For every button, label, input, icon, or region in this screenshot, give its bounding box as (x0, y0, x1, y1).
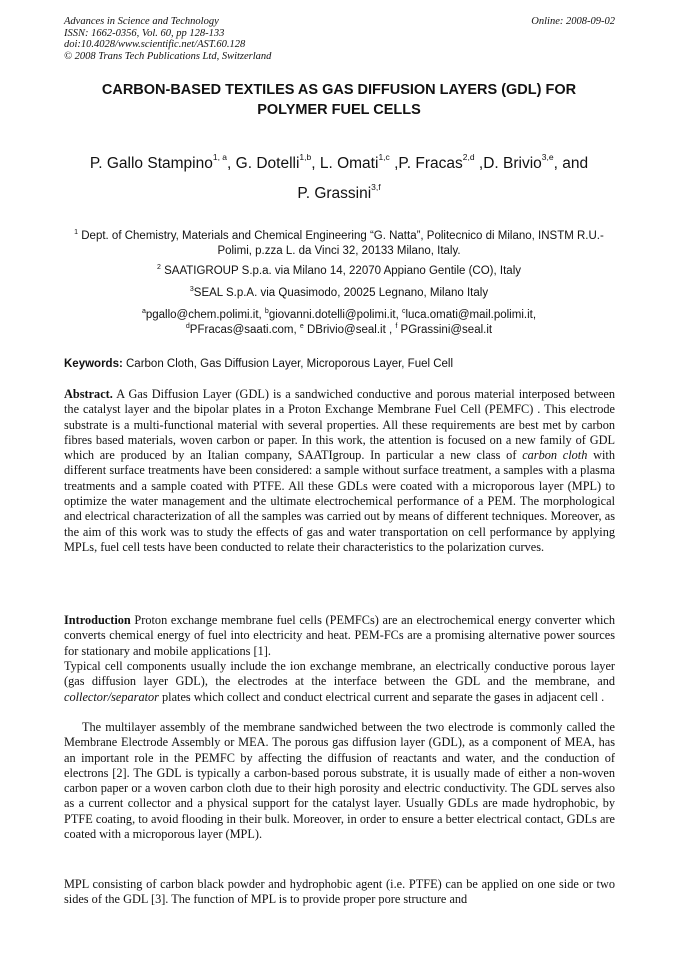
affiliation-text: SAATIGROUP S.p.a. via Milano 14, 22070 Appiano Gentile (CO), Italy (164, 265, 521, 277)
email-mark: e (299, 323, 304, 330)
abstract-text: A Gas Diffusion Layer (GDL) is a sandwiched conductive and porous material interposed between the catalyst layer and the bipolar plates in a Proton Exchange Membrane Fuel Cell (PEMFC) . This electrode substrate is a multi-functional material with several properties. All these requirements are best met by carbon fibres based materials, woven carbon or paper. In this work, the attention is focused on a new family of GDL which are produced by an Italian company, SAATIgroup. In particular a new class of (64, 387, 615, 463)
introduction-paragraph-3 (64, 720, 615, 842)
affiliation-text: SEAL S.p.A. via Quasimodo, 20025 Legnano, Milano Italy (193, 287, 489, 299)
author-affiliation-mark: 1, a (212, 152, 228, 162)
affiliation-text: Dept. of Chemistry, Materials and Chemical Engineering “G. Natta”, Politecnico di Milano, INSTM R.U.-Polimi, p.zza L. da Vinci 32, 20133 Milano, Italy. (81, 230, 604, 257)
introduction-text: MPL consisting of carbon black powder and hydrophobic agent (i.e. PTFE) can be applied on one side or two sides of the GDL [3]. The function of MPL is to provide proper pore structure and (64, 877, 615, 907)
affiliation-1 (60, 229, 618, 259)
journal-issn: ISSN: 1662-0356, Vol. 60, pp 128-133 (64, 27, 225, 39)
introduction-paragraph-2 (64, 659, 615, 705)
abstract-label: Abstract. (64, 387, 113, 401)
affiliation-2 (60, 264, 618, 279)
author-affiliation-mark: 3,e (541, 152, 554, 162)
author-name: D. Brivio (483, 155, 542, 172)
email-list (60, 308, 618, 338)
author-name: P. Gallo Stampino (89, 155, 213, 172)
email-address: pgallo@chem.polimi.it (145, 309, 259, 321)
abstract (64, 387, 615, 555)
introduction-label: Introduction (64, 613, 131, 627)
paper-title (40, 80, 638, 120)
email-mark: d (185, 323, 190, 330)
introduction-paragraph-4 (64, 877, 615, 908)
introduction-paragraph-1 (64, 613, 615, 659)
introduction-text: plates which collect and conduct electrical current and separate the gases in adjacent cell . (158, 689, 605, 704)
author-separator: , (474, 155, 484, 172)
email-mark: c (401, 308, 406, 315)
author-affiliation-mark: 2,d (462, 152, 475, 162)
introduction-text: Typical cell components usually include the ion exchange membrane, an electrically conductive porous layer (gas diffusion layer GDL), the electrodes at the interface between the GDL and the membrane, and (64, 659, 615, 689)
keywords (64, 357, 615, 372)
email-address: luca.omati@mail.polimi.it (405, 309, 533, 321)
email-separator: , (532, 309, 537, 321)
email-separator: , (258, 309, 265, 321)
author-name: G. Dotelli (235, 155, 300, 172)
journal-copyright: © 2008 Trans Tech Publications Ltd, Switzerland (64, 50, 272, 62)
author-name: P. Grassini (297, 185, 372, 202)
email-address: PGrassini@seal.it (397, 324, 493, 336)
introduction-text: Proton exchange membrane fuel cells (PEMFCs) are an electrochemical energy converter which converts chemical energy of fuel into electricity and heat. PEM-FCs are a promising alternative power sources for stationary and mobile applications [1]. (64, 613, 615, 658)
email-separator: , (395, 309, 402, 321)
email-address: giovanni.dotelli@polimi.it (268, 309, 396, 321)
affiliation-mark: 1 (74, 229, 79, 236)
author-separator: , (389, 155, 399, 172)
author-separator: , and (553, 155, 589, 172)
affiliation-mark: 3 (189, 286, 194, 293)
author-affiliation-mark: 3,f (371, 182, 381, 192)
journal-header (64, 16, 615, 62)
author-affiliation-mark: 1,b (299, 152, 312, 162)
email-mark: a (141, 308, 146, 315)
email-mark: b (264, 308, 269, 315)
affiliation-3 (60, 286, 618, 301)
author-name: P. Fracas (398, 155, 463, 172)
author-separator: , (311, 155, 320, 172)
abstract-text: with different surface treatments have been considered: a sample without surface treatment, a samples with a plasma treatments and a sample coated with PTFE. All these GDLs were coated with a microporous layer (MPL) to optimize the water management and the ultimate electrochemical performance of a PEM. The morphological and electrical characterization of all the samples was carried out by means of different techniques. Moreover, as the aim of this work was to study the effects of gas and water transportation on cell performance by applying MPLs, fuel cell tests have been conducted to relate their characteristics to the polarization curves. (64, 448, 615, 554)
abstract-emphasis: carbon cloth (522, 448, 588, 463)
author-separator: , (227, 155, 236, 172)
title-line: CARBON-BASED TEXTILES AS GAS DIFFUSION LAYERS (GDL) FOR (101, 82, 577, 98)
affiliation-mark: 2 (157, 264, 161, 271)
author-affiliation-mark: 1,c (378, 152, 390, 162)
introduction-text: The multilayer assembly of the membrane sandwiched between the two electrode is commonly called the Membrane Electrode Assembly or MEA. The porous gas diffusion layer (GDL), as a component of MEA, has an important role in the PEMFC by affecting the diffusion of reactants and water, and the conduction of electrons [2]. The GDL is typically a carbon-based porous substrate, it is usually made of either a non-woven carbon paper or a woven carbon cloth due to their high porosity and electric conductivity. The GDL serves also as a current collector and a physical support for the catalyst layer. Usually GDLs are made hydrophobic, by PTFE coating, to avoid flooding in their bulk. Moreover, in order to ensure a better electrical contact, GDLs are coated with a microporous layer (MPL). (64, 720, 615, 842)
email-separator: , (293, 324, 300, 336)
online-date: Online: 2008-09-02 (531, 16, 615, 27)
email-mark: f (395, 323, 398, 330)
keywords-text: Carbon Cloth, Gas Diffusion Layer, Microporous Layer, Fuel Cell (122, 358, 454, 370)
email-address: DBrivio@seal.it (303, 324, 386, 336)
title-line: POLYMER FUEL CELLS (257, 102, 421, 118)
journal-name: Advances in Science and Technology (64, 16, 219, 27)
email-address: PFracas@saati.com (189, 324, 294, 336)
journal-doi: doi:10.4028/www.scientific.net/AST.60.128 (64, 39, 246, 50)
email-separator: , (385, 324, 396, 336)
keywords-label: Keywords: (64, 358, 123, 370)
author-name: L. Omati (319, 155, 379, 172)
introduction-emphasis: collector/separator (64, 689, 159, 704)
author-list (40, 149, 638, 209)
